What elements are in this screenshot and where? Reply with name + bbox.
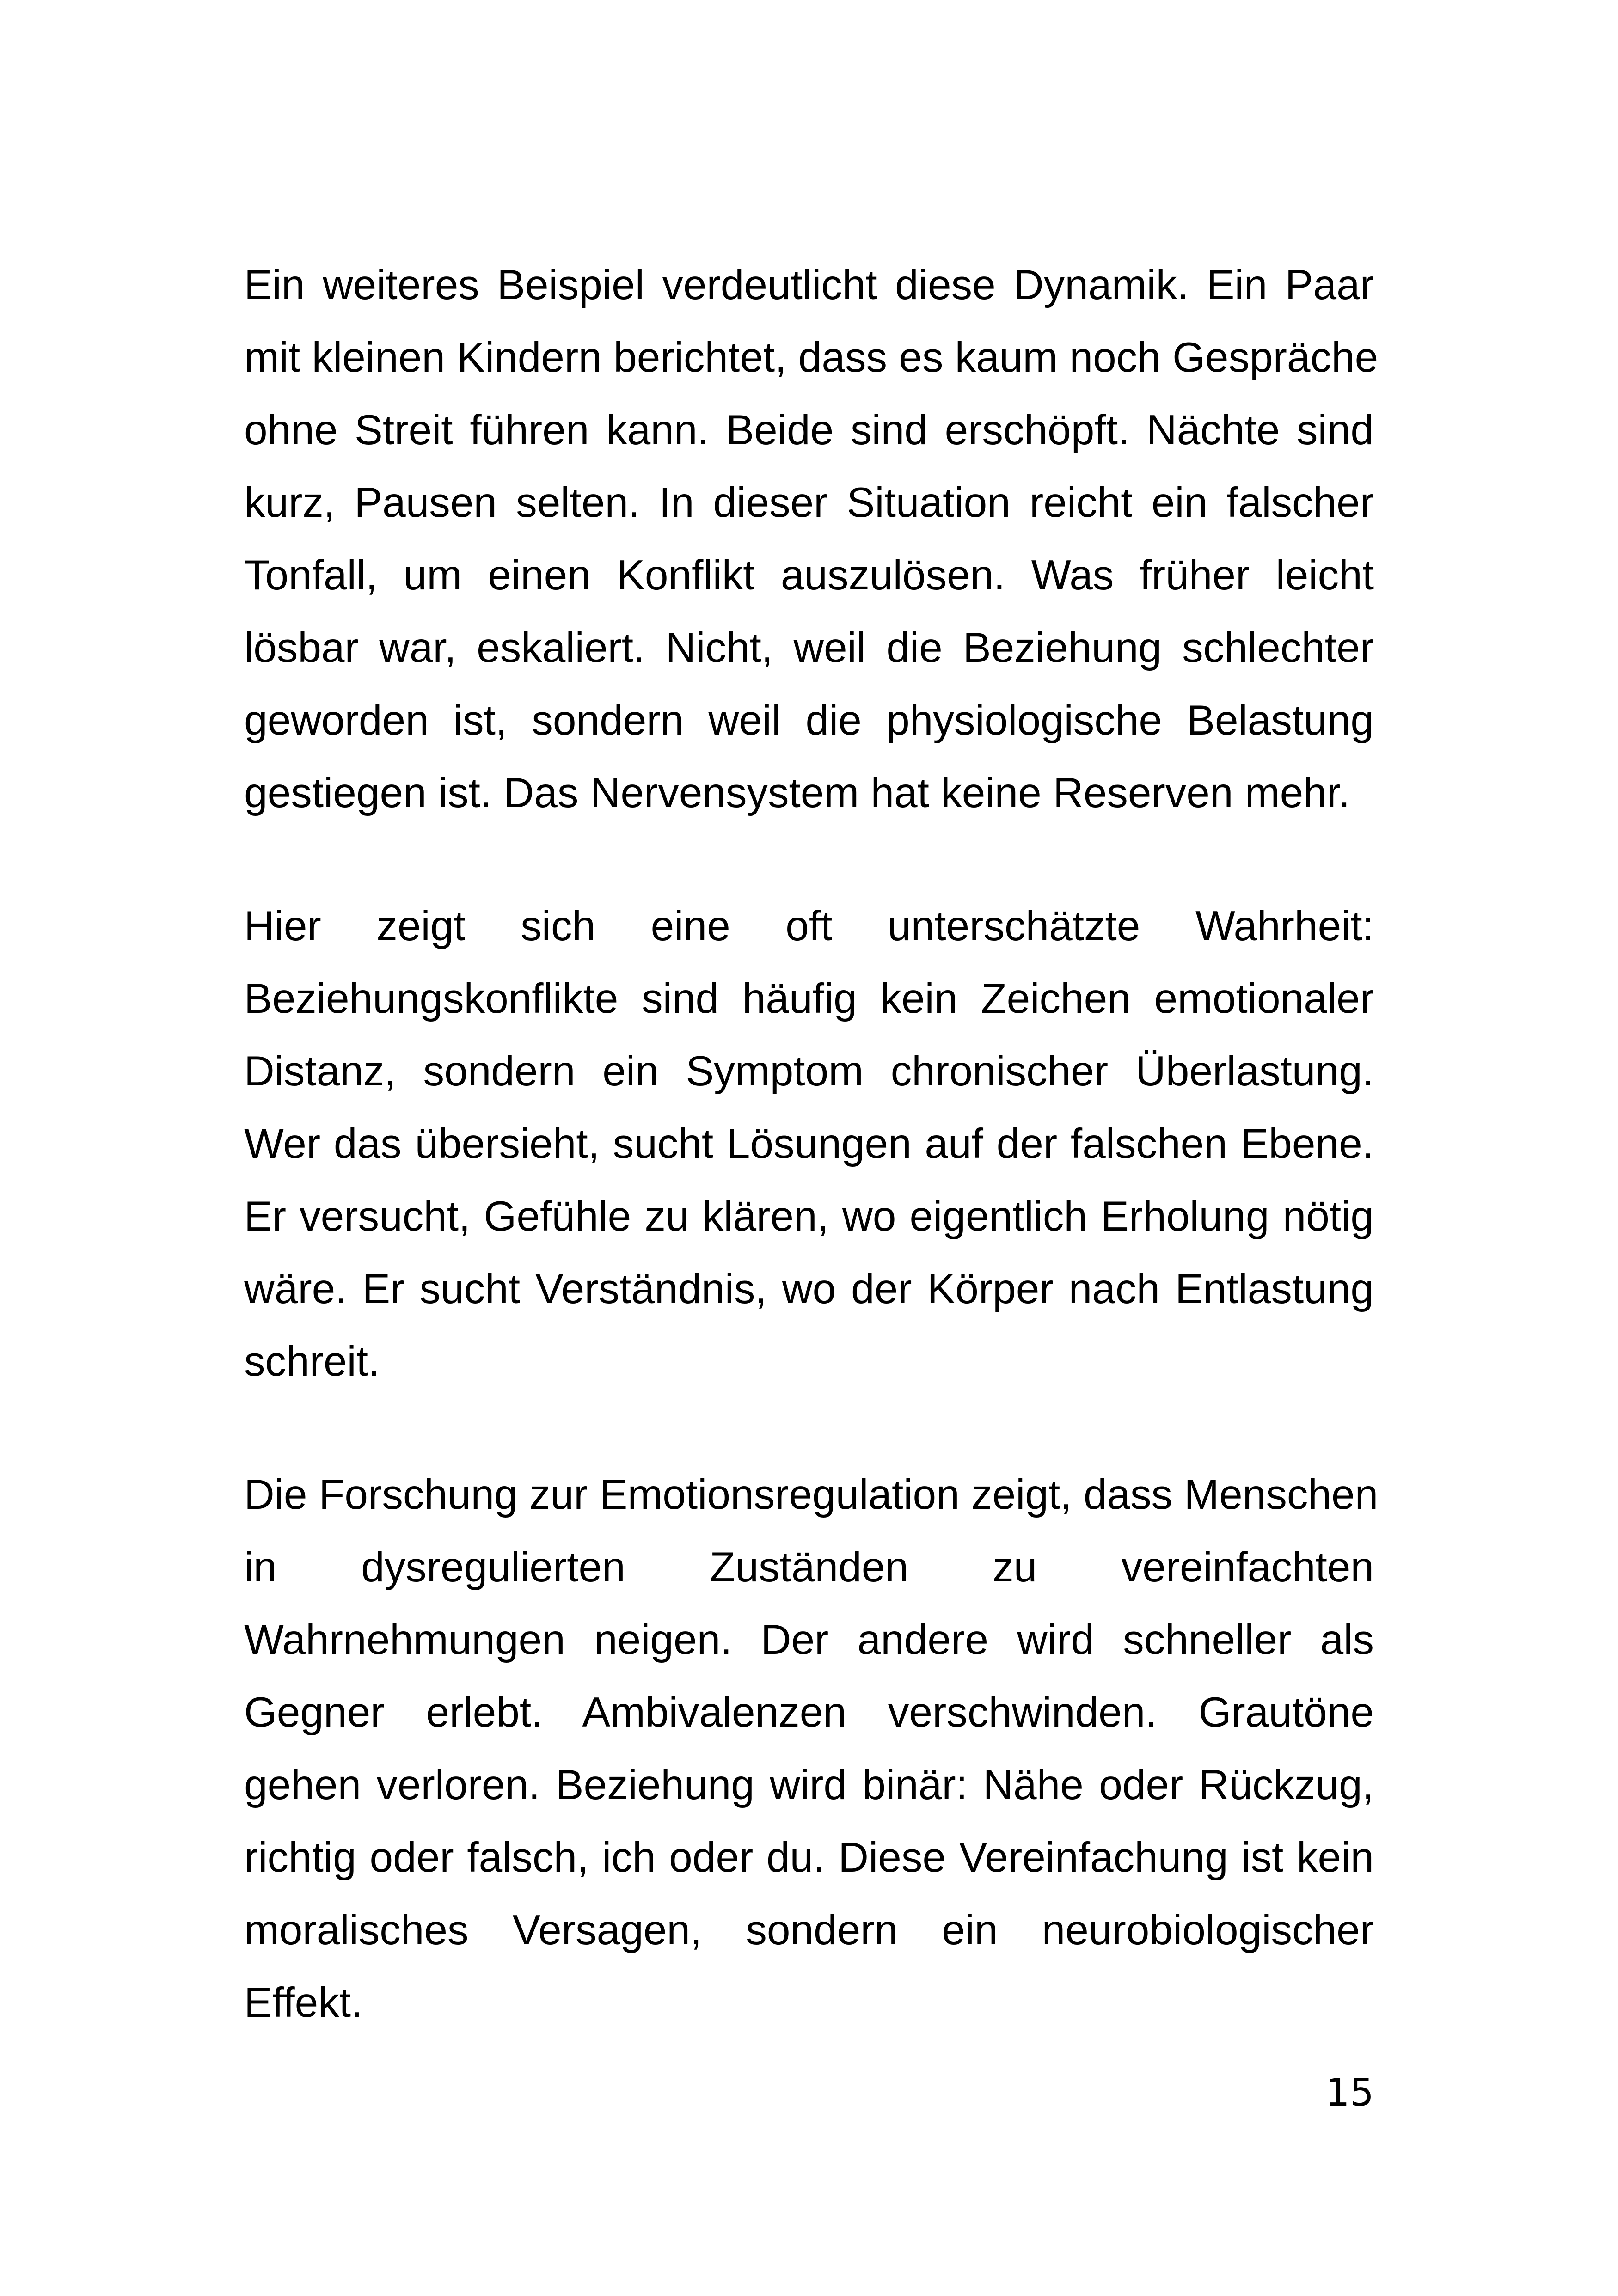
text-line: Gegner erlebt. Ambivalenzen verschwinden. Grautöne bbox=[244, 1689, 1374, 1736]
text-line: Distanz, sondern ein Symptom chronischer Überlastung. bbox=[244, 1048, 1374, 1095]
text-line: Er versucht, Gefühle zu klären, wo eigentlich Erholung nötig bbox=[244, 1193, 1374, 1240]
text-line: Die Forschung zur Emotionsregulation zeigt, dass Menschen bbox=[244, 1471, 1379, 1518]
paragraph bbox=[244, 890, 1374, 1398]
text-line: moralisches Versagen, sondern ein neurobiologischer bbox=[244, 1907, 1374, 1953]
text-line: lösbar war, eskaliert. Nicht, weil die Beziehung schlechter bbox=[244, 625, 1374, 671]
text-line: ohne Streit führen kann. Beide sind erschöpft. Nächte sind bbox=[244, 407, 1374, 453]
page-number: 15 bbox=[1325, 2071, 1374, 2115]
text-line: mit kleinen Kindern berichtet, dass es kaum noch Gespräche bbox=[244, 334, 1379, 381]
text-line: Wer das übersieht, sucht Lösungen auf der falschen Ebene. bbox=[244, 1120, 1374, 1167]
text-line: richtig oder falsch, ich oder du. Diese Vereinfachung ist kein bbox=[244, 1834, 1374, 1881]
text-line: kurz, Pausen selten. In dieser Situation reicht ein falscher bbox=[244, 479, 1374, 526]
text-line: Beziehungskonflikte sind häufig kein Zeichen emotionaler bbox=[244, 975, 1374, 1022]
text-line: gestiegen ist. Das Nervensystem hat keine Reserven mehr. bbox=[244, 770, 1350, 816]
text-line: wäre. Er sucht Verständnis, wo der Körper nach Entlastung bbox=[244, 1266, 1374, 1312]
paragraph bbox=[244, 1458, 1379, 2039]
text-line: Ein weiteres Beispiel verdeutlicht diese Dynamik. Ein Paar bbox=[244, 262, 1374, 308]
text-line: geworden ist, sondern weil die physiologische Belastung bbox=[244, 697, 1374, 744]
text-line: in dysregulierten Zuständen zu vereinfachten bbox=[244, 1544, 1374, 1591]
paragraph bbox=[244, 249, 1379, 829]
text-line: Wahrnehmungen neigen. Der andere wird schneller als bbox=[244, 1616, 1374, 1663]
text-line: Hier zeigt sich eine oft unterschätzte Wahrheit: bbox=[244, 903, 1374, 949]
text-line: Tonfall, um einen Konflikt auszulösen. Was früher leicht bbox=[244, 552, 1374, 599]
text-line: Effekt. bbox=[244, 1979, 363, 2026]
text-line: schreit. bbox=[244, 1338, 380, 1385]
text-line: gehen verloren. Beziehung wird binär: Nähe oder Rückzug, bbox=[244, 1762, 1374, 1808]
